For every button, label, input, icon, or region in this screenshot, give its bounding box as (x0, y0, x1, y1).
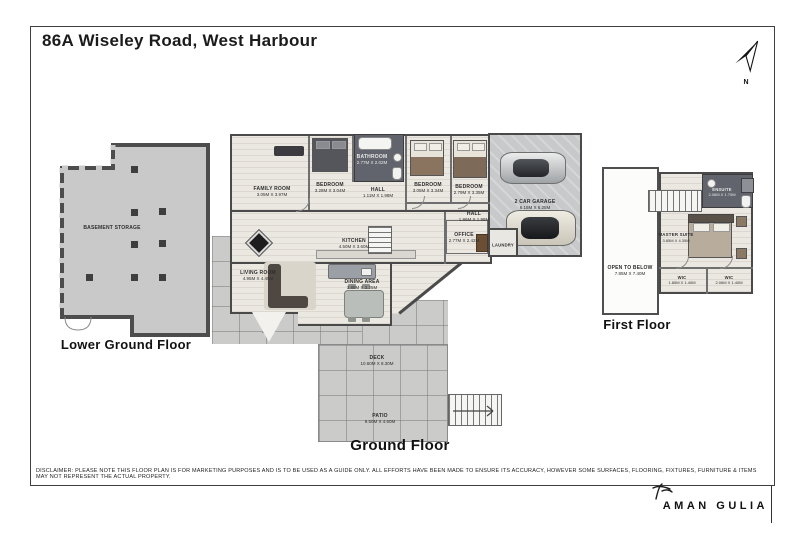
room-family: FAMILY ROOM 3.05M X 3.97M (253, 186, 291, 198)
master-bed-icon (688, 214, 732, 258)
headboard (688, 214, 734, 223)
dining-chair (362, 317, 370, 322)
kitchen-island (328, 264, 376, 279)
bed3-icon (453, 140, 487, 178)
shower-icon (741, 178, 754, 193)
room-wic2: WIC 2.06M X 1.40M (715, 274, 743, 286)
exterior-stairs (448, 394, 502, 426)
family-sofa-icon (274, 146, 304, 156)
wall-wic-divider (706, 267, 708, 294)
page-title: 86A Wiseley Road, West Harbour (42, 31, 318, 50)
room-ensuite: ENSUITE 2.06M X 1.70M (708, 186, 736, 198)
interior-stairs (368, 226, 392, 254)
signature-icon (650, 482, 690, 502)
room-bedroom1: BEDROOM 3.28M X 3.04M (314, 182, 346, 194)
wall-hall-bed2 (405, 136, 407, 210)
room-garage: 2 CAR GARAGE 6.15M X 6.25M (514, 199, 556, 211)
car-silver-roof (513, 159, 549, 177)
kitchen-counter (316, 250, 416, 259)
room-open-below: OPEN TO BELOW 7.85M X 7.40M (607, 265, 653, 277)
north-arrow-icon (730, 40, 762, 86)
wall-bed2-bed3 (450, 136, 452, 202)
room-bedroom2: BEDROOM 3.05M X 3.34M (412, 182, 444, 194)
nightstand (736, 248, 747, 259)
brand-divider (771, 486, 772, 523)
bathtub-icon (358, 137, 392, 150)
first-floor-stairs (648, 190, 702, 212)
lower-ground-floor-label: Lower Ground Floor (60, 337, 192, 352)
room-laundry: LAUNDRY (492, 242, 514, 248)
floor-plan-lower-ground (55, 133, 215, 343)
room-kitchen: KITCHEN 4.50M X 3.60M (338, 238, 370, 250)
disclaimer-text: DISCLAIMER: PLEASE NOTE THIS FLOOR PLAN IS FOR MARKETING PURPOSES AND IS TO BE USED AS A GUIDE ONLY. ALL EFFORTS HAVE BEEN MADE TO ENSURE ITS ACCURACY, HOWEVER SOME SURFACES, FLOORING, FIXTURES, FURNITURE & ITEMS MAY NOT REPRESENT THE ACTUAL PROPERTY. (36, 468, 757, 480)
bed2-icon (410, 140, 444, 176)
toilet-icon (741, 195, 751, 208)
toilet-icon (392, 167, 402, 180)
room-basement-storage: BASEMENT STORAGE (83, 224, 141, 231)
room-bathroom: BATHROOM 2.77M X 2.02M (356, 154, 388, 166)
bed1-icon (312, 138, 348, 172)
room-hall2: HALL 1.86M X 1.98M (458, 211, 490, 223)
ground-floor-label: Ground Floor (350, 437, 450, 454)
room-bedroom3: BEDROOM 2.79M X 3.35M (453, 184, 485, 196)
dining-chair (348, 317, 356, 322)
room-office: OFFICE 2.77M X 2.42M (448, 232, 480, 244)
car-dark-roof (521, 217, 559, 239)
dining-table-icon (344, 290, 384, 318)
first-floor-label: First Floor (603, 317, 671, 332)
room-deck: DECK 10.60M X 8.30M (360, 355, 394, 367)
room-living: LIVING ROOM 4.95M X 4.45M (240, 270, 276, 282)
sofa-horizontal-icon (268, 296, 308, 308)
room-patio: PATIO 9.50M X 4.60M (364, 413, 396, 425)
car-silver (500, 152, 566, 184)
sink-icon (393, 153, 402, 162)
north-label: N (743, 79, 749, 86)
room-wic1: WIC 1.85M X 1.40M (668, 274, 696, 286)
agent-name: AMAN GULIA (662, 500, 768, 512)
room-hall1: HALL 1.11M X 1.98M (362, 187, 394, 199)
room-dining: DINING AREA 3.85M X 3.25M (344, 279, 380, 291)
room-master-suite: MASTER SUITE 3.85M X 4.35M (658, 231, 694, 243)
kitchen-sink-icon (361, 268, 372, 276)
nightstand (736, 216, 747, 227)
